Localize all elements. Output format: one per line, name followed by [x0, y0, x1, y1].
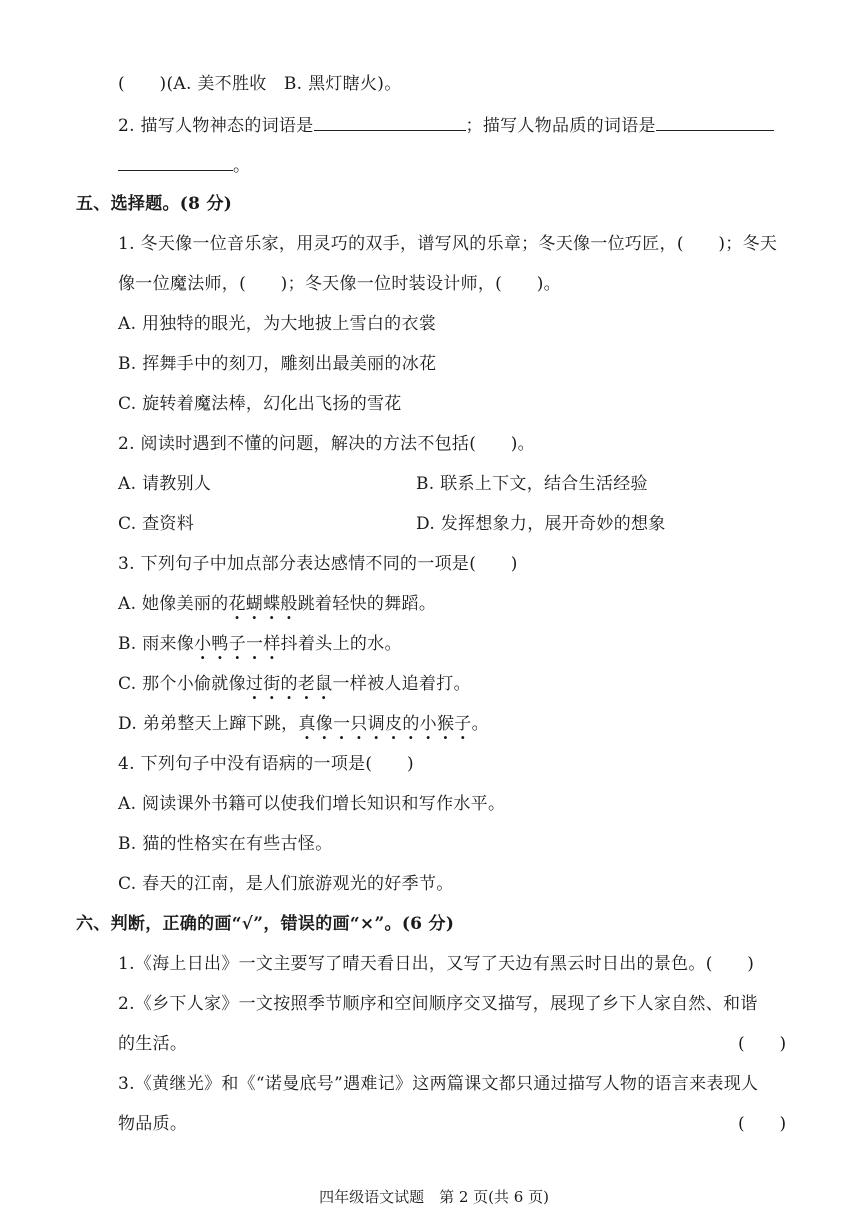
- s5-q2-option-d: D. 发挥想象力，展开奇妙的想象: [416, 514, 666, 534]
- emphasis-char: 老: [297, 674, 316, 694]
- emphasis-char: 般: [280, 594, 298, 614]
- question-2-fill-cont: [118, 152, 250, 178]
- emphasis-char: 鸭: [211, 634, 229, 654]
- s5-q3a-pre: A. 她像美丽的: [118, 594, 229, 614]
- s5-q3b-post: 抖着头上的水。: [280, 634, 402, 654]
- emphasis-char: 猴: [436, 714, 455, 734]
- answer-blank-1[interactable]: [314, 112, 466, 131]
- emphasis-char: 真: [298, 714, 316, 734]
- emphasis-char: 一: [246, 634, 264, 654]
- s5-q1-option-b: B. 挥舞手中的刻刀，雕刻出最美丽的冰花: [118, 354, 437, 374]
- emphasis-char: 小: [419, 714, 437, 734]
- s5-q3b-dotted: [194, 634, 281, 654]
- emphasis-char: 样: [263, 634, 281, 654]
- emphasis-char: 子: [228, 634, 247, 654]
- emphasis-char: 只: [350, 714, 368, 734]
- s5-q4-option-c: C. 春天的江南，是人们旅游观光的好季节。: [118, 874, 454, 894]
- s5-q3c-dotted: [246, 674, 333, 694]
- answer-blank-2[interactable]: [656, 112, 774, 131]
- s5-q3d-pre: D. 弟弟整天上蹿下跳，: [118, 714, 299, 734]
- emphasis-char: 一: [333, 714, 351, 734]
- s5-q3-option-c: [118, 672, 471, 696]
- answer-blank-3[interactable]: [118, 152, 233, 171]
- emphasis-char: 皮: [385, 714, 403, 734]
- section-6-title: 六、判断，正确的画“√”，错误的画“×”。(6 分): [76, 914, 455, 934]
- q2-text-a: 2. 描写人物神态的词语是: [118, 116, 314, 136]
- s5-q3-option-d: [118, 712, 489, 736]
- q2-text-b: ；描写人物品质的词语是: [465, 116, 656, 136]
- emphasis-char: 的: [402, 714, 420, 734]
- s5-q4-option-b: B. 猫的性格实在有些古怪。: [118, 834, 333, 854]
- emphasis-char: 花: [228, 594, 246, 614]
- s5-q3-option-a: [118, 592, 436, 616]
- s5-q1-stem-1: 1. 冬天像一位音乐家，用灵巧的双手，谱写风的乐章；冬天像一位巧匠，( )；冬天: [118, 234, 778, 254]
- emphasis-char: 的: [280, 674, 298, 694]
- s5-q2-option-b: B. 联系上下文，结合生活经验: [416, 474, 648, 494]
- s5-q2-option-c: C. 查资料: [118, 514, 195, 534]
- s5-q3c-pre: C. 那个小偷就像: [118, 674, 246, 694]
- s5-q3a-post: 跳着轻快的舞蹈。: [297, 594, 437, 614]
- emphasis-char: 像: [315, 714, 334, 734]
- s5-q4-option-a: A. 阅读课外书籍可以使我们增长知识和写作水平。: [118, 794, 506, 814]
- s5-q1-stem-2: 像一位魔法师，( )；冬天像一位时装设计师，( )。: [118, 274, 561, 294]
- s5-q3a-dotted: [228, 594, 297, 614]
- s5-q4-stem: 4. 下列句子中没有语病的一项是( ): [118, 754, 414, 774]
- s6-q1: 1.《海上日出》一文主要写了晴天看日出，又写了天边有黑云时日出的景色。( ): [118, 954, 755, 974]
- line-idiom-options: ( )(A. 美不胜收 B. 黑灯瞎火)。: [118, 74, 402, 94]
- emphasis-char: 蝴: [245, 594, 264, 614]
- emphasis-char: 蝶: [263, 594, 281, 614]
- s5-q3-stem: 3. 下列句子中加点部分表达感情不同的一项是( ): [118, 554, 518, 574]
- emphasis-char: 调: [367, 714, 385, 734]
- s6-q2-line1: 2.《乡下人家》一文按照季节顺序和空间顺序交叉描写，展现了乡下人家自然、和谐: [118, 994, 758, 1014]
- s5-q2-option-a: A. 请教别人: [118, 474, 212, 494]
- s5-q3d-dotted: [298, 714, 471, 734]
- s6-q3-line1: 3.《黄继光》和《“诺曼底号”遇难记》这两篇课文都只通过描写人物的语言来表现人: [118, 1074, 759, 1094]
- emphasis-char: 街: [263, 674, 281, 694]
- section-5-title: 五、选择题。(8 分): [76, 194, 233, 214]
- s6-q3-answer-paren[interactable]: ( ): [738, 1114, 787, 1134]
- s6-q2-line2: 的生活。: [118, 1034, 188, 1054]
- q2-end: 。: [233, 156, 251, 176]
- s5-q3b-pre: B. 雨来像: [118, 634, 195, 654]
- emphasis-char: 小: [194, 634, 212, 654]
- emphasis-char: 过: [245, 674, 264, 694]
- s6-q2-answer-paren[interactable]: ( ): [738, 1034, 787, 1054]
- page-footer: 四年级语文试题 第 2 页(共 6 页): [319, 1188, 549, 1206]
- s5-q1-option-a: A. 用独特的眼光，为大地披上雪白的衣裳: [118, 314, 437, 334]
- s5-q3-option-b: [118, 632, 402, 656]
- s5-q3d-post: 。: [471, 714, 489, 734]
- s5-q1-option-c: C. 旋转着魔法棒，幻化出飞扬的雪花: [118, 394, 402, 414]
- s6-q3-line2: 物品质。: [118, 1114, 188, 1134]
- emphasis-char: 子: [454, 714, 472, 734]
- question-2-fill: [118, 112, 774, 138]
- s5-q2-stem: 2. 阅读时遇到不懂的问题，解决的方法不包括( )。: [118, 434, 535, 454]
- s5-q3c-post: 一样被人追着打。: [332, 674, 471, 694]
- emphasis-char: 鼠: [315, 674, 333, 694]
